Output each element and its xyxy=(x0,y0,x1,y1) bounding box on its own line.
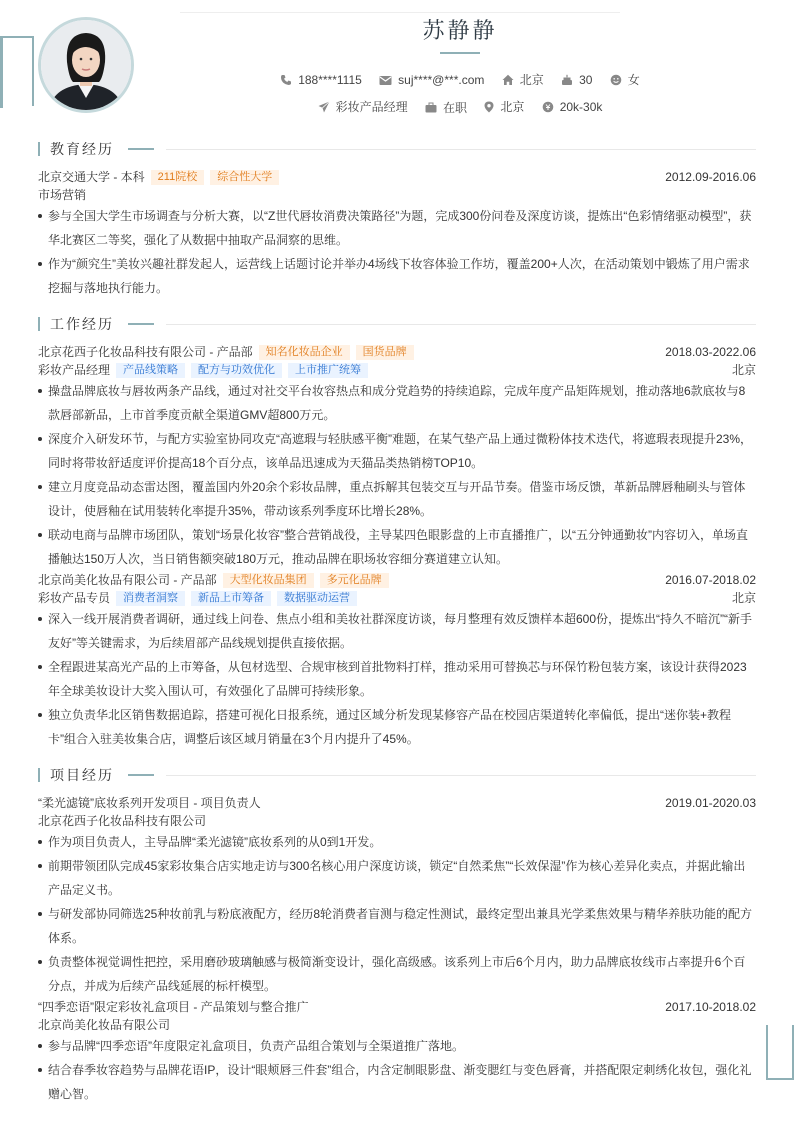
job-title: 彩妆产品专员 xyxy=(38,591,111,605)
target-city-info xyxy=(484,98,524,115)
section-accent-line xyxy=(128,323,154,325)
work-location: 北京 xyxy=(731,591,756,605)
top-divider xyxy=(180,12,620,13)
section-title: 项目经历 xyxy=(50,767,114,783)
project-company: 北京花西子化妆品科技有限公司 xyxy=(38,814,207,828)
section-title: 教育经历 xyxy=(50,141,114,157)
skill-tag: 新品上市筹备 xyxy=(191,591,271,606)
work-bullets xyxy=(38,607,756,751)
project-entry-header xyxy=(38,998,756,1016)
skill-tag: 数据驱动运营 xyxy=(277,591,357,606)
candidate-name: 苏静静 xyxy=(422,18,498,43)
section-divider xyxy=(166,324,756,325)
education-entry-header xyxy=(38,168,756,186)
briefcase-icon xyxy=(425,102,437,113)
project-entry-header xyxy=(38,794,756,812)
phone-value: 188****1115 xyxy=(298,72,362,87)
list-item: 结合春季妆容趋势与品牌花语IP，设计“眼颊唇三件套”组合，内含定制眼影盘、渐变腮红与变色唇膏，并搭配限定刺绣化妆包，强化礼赠心智。 xyxy=(38,1058,756,1106)
email-info xyxy=(379,73,484,87)
list-item: 作为项目负责人，主导品牌“柔光滤镜”底妆系列的从0到1开发。 xyxy=(38,830,756,854)
target-city-value: 北京 xyxy=(500,100,525,114)
list-item: 负责整体视觉调性把控，采用磨砂玻璃触感与极简渐变设计，强化高级感。该系列上市后6个月内，助力品牌底妆线市占率提升6个百分点，并成为后续产品线延展的标杆模型。 xyxy=(38,950,756,998)
send-icon xyxy=(318,101,330,113)
education-section xyxy=(38,140,756,300)
cake-icon xyxy=(561,74,573,86)
list-item: 全程跟进某高光产品的上市筹备，从包材选型、合规审核到首批物料打样，推动采用可替换芯与环保竹粉包装方案，该设计获得2023年全球美妆设计大奖入围认可，有效强化了品牌可持续形象。 xyxy=(38,655,756,703)
section-divider xyxy=(166,149,756,150)
phone-icon xyxy=(280,74,292,86)
skill-tag: 配方与功效优化 xyxy=(191,363,282,378)
city-value: 北京 xyxy=(519,73,544,87)
list-item: 联动电商与品牌市场团队，策划“场景化妆容”整合营销战役，主导某四色眼影盘的上市直播推广，以“五分钟通勤妆”内容切入，单场直播触达150万人次，当日销售额突破180万元，推动品牌在职场妆容细分赛道建立认知。 xyxy=(38,523,756,571)
project-title: “四季恋语”限定彩妆礼盒项目 - 产品策划与整合推广 xyxy=(38,1000,309,1014)
company-tag: 多元化品牌 xyxy=(320,573,389,588)
city-info xyxy=(502,71,544,88)
education-period: 2012.09-2016.06 xyxy=(665,170,756,184)
target-role-value: 彩妆产品经理 xyxy=(335,100,408,114)
work-bullets xyxy=(38,379,756,571)
work-period: 2016.07-2018.02 xyxy=(665,573,756,587)
salary-info xyxy=(542,100,603,114)
work-location: 北京 xyxy=(731,363,756,377)
role-row xyxy=(38,361,756,379)
salary-value: 20k-30k xyxy=(559,99,603,114)
section-accent-line xyxy=(128,148,154,150)
list-item: 深入一线开展消费者调研，通过线上问卷、焦点小组和美妆社群深度访谈，每月整理有效反馈样本超600份，提炼出“持久不暗沉”“新手友好”等关键需求，为后续眉部产品线规划提供直接依据。 xyxy=(38,607,756,655)
mail-icon xyxy=(379,75,392,86)
work-period: 2018.03-2022.06 xyxy=(665,345,756,359)
project-bullets xyxy=(38,1034,756,1106)
section-title: 工作经历 xyxy=(50,316,114,332)
education-bullets xyxy=(38,204,756,300)
company-name: 北京尚美化妆品有限公司 - 产品部 xyxy=(38,573,217,587)
list-item: 与研发部协同筛选25种妆前乳与粉底液配方，经历8轮消费者盲测与稳定性测试，最终定型出兼具光学柔焦效果与精华养肤功能的配方体系。 xyxy=(38,902,756,950)
section-marker xyxy=(38,142,40,156)
projects-section xyxy=(38,766,756,1106)
work-entry-header xyxy=(38,343,756,361)
list-item: 操盘品牌底妆与唇妆两条产品线，通过对社交平台妆容热点和成分党趋势的持续追踪，完成年度产品矩阵规划，推动落地6款底妆与8款唇部新品，上市首季度贡献全渠道GMV超800万元。 xyxy=(38,379,756,427)
project-title: “柔光滤镜”底妆系列开发项目 - 项目负责人 xyxy=(38,796,261,810)
list-item: 作为“颜究生”美妆兴趣社群发起人，运营线上话题讨论并举办4场线下妆容体验工作坊，覆盖200+人次，在活动策划中锻炼了用户需求挖掘与落地执行能力。 xyxy=(38,252,756,300)
skill-tag: 上市推广统筹 xyxy=(288,363,368,378)
role-row xyxy=(38,589,756,607)
coin-icon xyxy=(542,101,554,113)
section-header xyxy=(38,766,756,784)
project-company: 北京尚美化妆品有限公司 xyxy=(38,1018,171,1032)
school-name: 北京交通大学 - 本科 xyxy=(38,170,145,184)
phone-info xyxy=(280,73,362,87)
job-intent-row xyxy=(0,98,794,116)
name-underline xyxy=(440,52,480,54)
corner-decoration-bottom-right xyxy=(766,1025,794,1080)
age-value: 30 xyxy=(579,72,593,87)
section-header xyxy=(38,315,756,333)
status-info xyxy=(425,99,467,116)
project-bullets xyxy=(38,830,756,998)
section-marker xyxy=(38,768,40,782)
email-value: suj****@***.com xyxy=(398,73,485,87)
work-section xyxy=(38,315,756,751)
job-title: 彩妆产品经理 xyxy=(38,363,111,377)
list-item: 独立负责华北区销售数据追踪，搭建可视化日报系统，通过区域分析发现某修容产品在校园店渠道转化率偏低，提出“迷你装+教程卡”组合入驻美妆集合店，调整后该区域月销量在3个月内提升了45%。 xyxy=(38,703,756,751)
company-tag: 大型化妆品集团 xyxy=(223,573,314,588)
gender-info xyxy=(610,71,640,88)
section-header xyxy=(38,140,756,158)
list-item: 深度介入研发环节，与配方实验室协同攻克“高遮瑕与轻肤感平衡”难题，在某气垫产品上通过微粉体技术迭代，将遮瑕表现提升23%，同时将带妆舒适度评价提高18个百分点，该单品迅速成为天猫品类热销榜TOP10。 xyxy=(38,427,756,475)
company-tag: 知名化妆品企业 xyxy=(259,345,350,360)
list-item: 参与全国大学生市场调查与分析大赛，以“Z世代唇妆消费决策路径”为题，完成300份问卷及深度访谈，提炼出“色彩情绪驱动模型”，获华北赛区二等奖，强化了从数据中抽取产品洞察的思维。 xyxy=(38,204,756,252)
project-company-row xyxy=(38,812,756,830)
project-period: 2019.01-2020.03 xyxy=(665,796,756,810)
list-item: 前期带领团队完成45家彩妆集合店实地走访与300名核心用户深度访谈，锁定“自然柔焦”“长效保湿”作为核心差异化卖点，并据此输出产品定义书。 xyxy=(38,854,756,902)
major: 市场营销 xyxy=(38,188,87,202)
location-pin-icon xyxy=(484,101,494,113)
section-marker xyxy=(38,317,40,331)
home-icon xyxy=(502,74,514,86)
company-name: 北京花西子化妆品科技有限公司 - 产品部 xyxy=(38,345,253,359)
section-divider xyxy=(166,775,756,776)
work-entry-header xyxy=(38,571,756,589)
skill-tag: 消费者洞察 xyxy=(116,591,185,606)
major-row xyxy=(38,186,756,204)
list-item: 建立月度竞品动态雷达图，覆盖国内外20余个彩妆品牌，重点拆解其包装交互与开品节奏。借鉴市场反馈，革新品牌唇釉刷头与管体设计，使唇釉在试用装转化率提升35%，带动该系列季度环比增长28%。 xyxy=(38,475,756,523)
company-tag: 国货品牌 xyxy=(356,345,414,360)
section-accent-line xyxy=(128,774,154,776)
status-value: 在职 xyxy=(442,100,467,115)
age-info xyxy=(561,73,592,87)
contact-info-row xyxy=(0,71,794,89)
smiley-icon xyxy=(610,74,622,86)
project-company-row xyxy=(38,1016,756,1034)
school-tag: 综合性大学 xyxy=(210,170,279,185)
list-item: 参与品牌“四季恋语”年度限定礼盒项目，负责产品组合策划与全渠道推广落地。 xyxy=(38,1034,756,1058)
project-period: 2017.10-2018.02 xyxy=(665,1000,756,1014)
school-tag: 211院校 xyxy=(151,170,205,185)
target-role-info xyxy=(318,98,408,115)
skill-tag: 产品线策略 xyxy=(116,363,185,378)
gender-value: 女 xyxy=(627,73,640,87)
